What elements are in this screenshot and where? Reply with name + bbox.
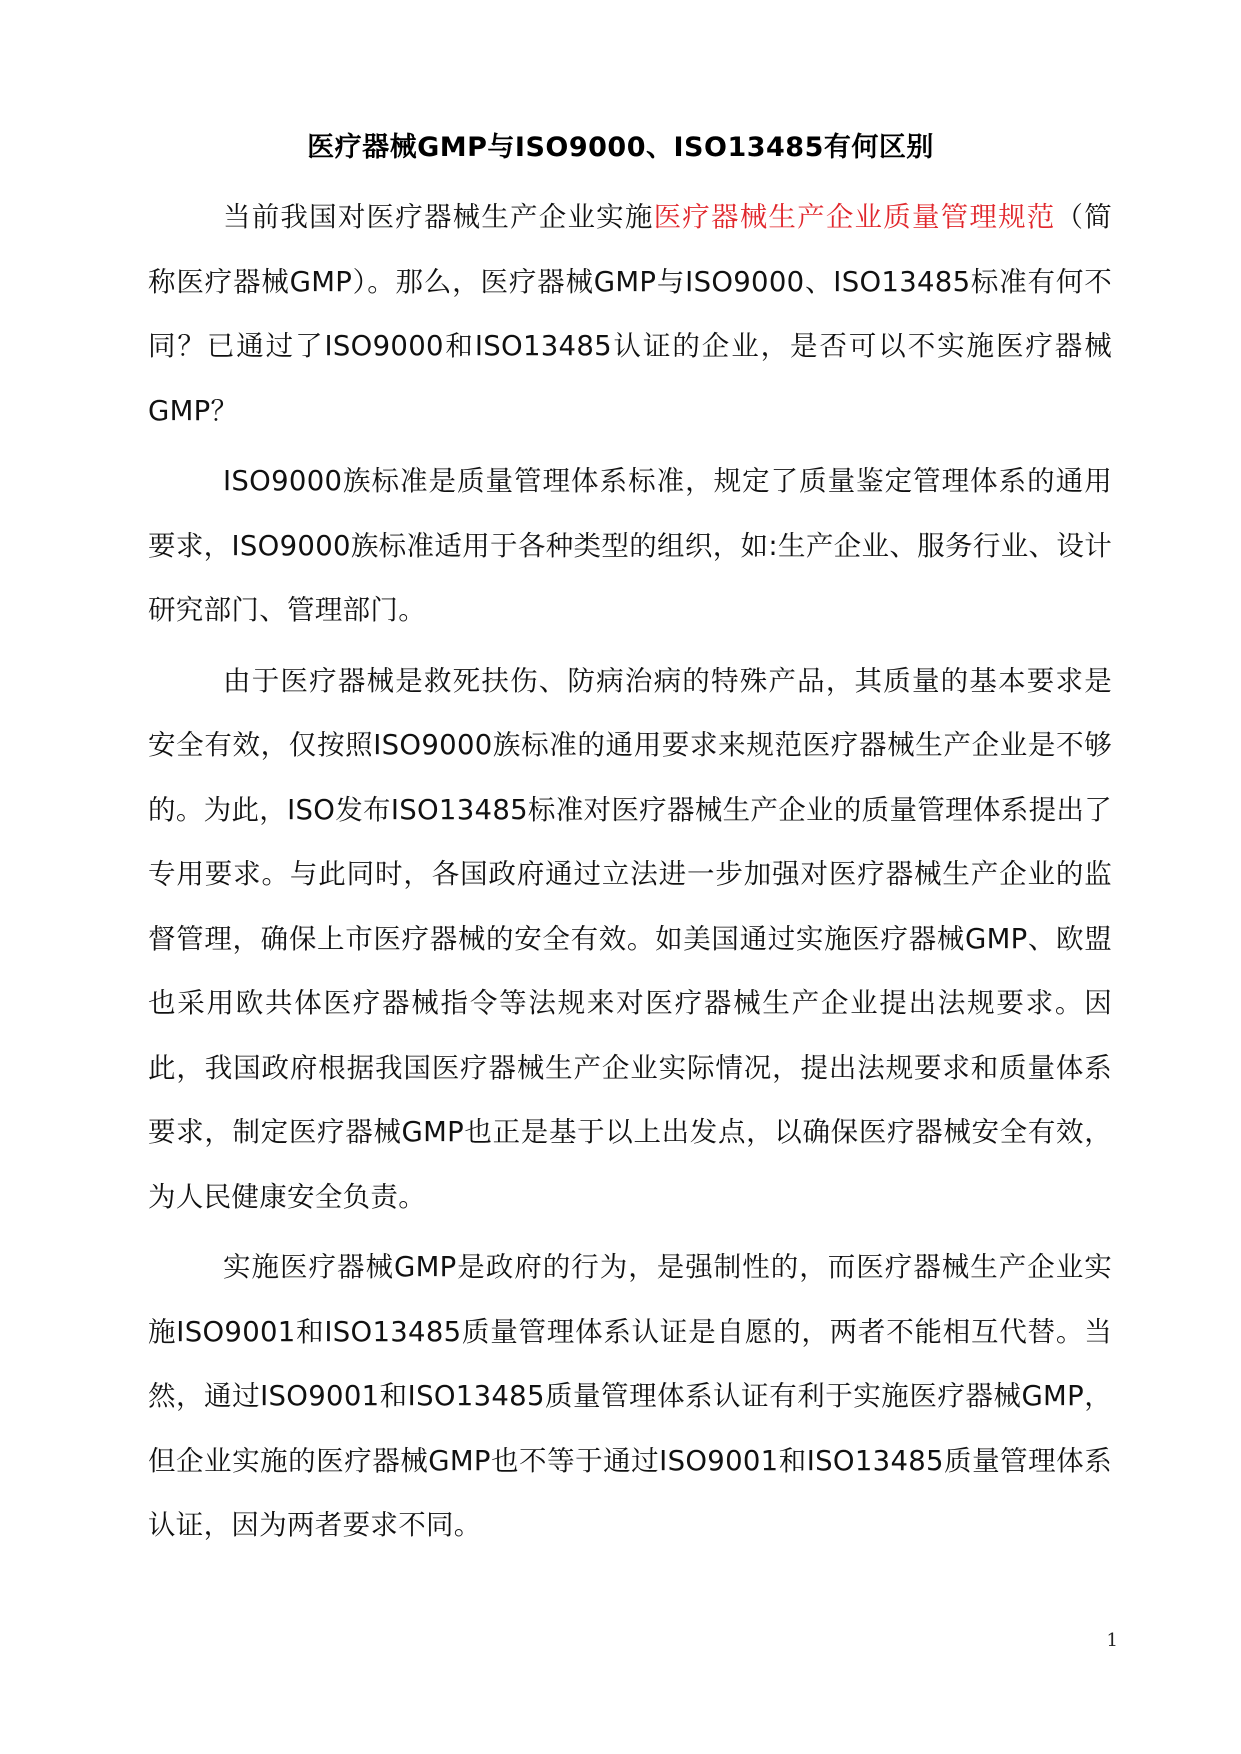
page-number: 1 xyxy=(1106,1630,1118,1651)
paragraph-1-intro: 当前我国对医疗器械生产企业实施 xyxy=(223,201,654,233)
paragraph-4: 实施医疗器械GMP是政府的行为，是强制性的，而医疗器械生产企业实施ISO9001和ISO13485质量管理体系认证是自愿的，两者不能相互代替。当然，通过ISO9001和ISO13485质量管理体系认证有利于实施医疗器械GMP，但企业实施的医疗器械GMP也不等于通过ISO9001和ISO13485质量管理体系认证，因为两者要求不同。 xyxy=(148,1251,1112,1541)
highlighted-link-text[interactable]: 医疗器械生产企业质量管理规范 xyxy=(653,201,1056,233)
paragraph-1 xyxy=(148,185,1112,443)
paragraph-1-rest: （简称医疗器械GMP）。那么，医疗器械GMP与ISO9000、ISO13485标准有何不同？已通过了ISO9000和ISO13485认证的企业，是否可以不实施医疗器械GMP？ xyxy=(148,201,1112,427)
paragraph-3: 由于医疗器械是救死扶伤、防病治病的特殊产品，其质量的基本要求是安全有效，仅按照ISO9000族标准的通用要求来规范医疗器械生产企业是不够的。为此，ISO发布ISO13485标准对医疗器械生产企业的质量管理体系提出了专用要求。与此同时，各国政府通过立法进一步加强对医疗器械生产企业的监督管理，确保上市医疗器械的安全有效。如美国通过实施医疗器械GMP、欧盟也采用欧共体医疗器械指令等法规来对医疗器械生产企业提出法规要求。因此，我国政府根据我国医疗器械生产企业实际情况，提出法规要求和质量体系要求，制定医疗器械GMP也正是基于以上出发点，以确保医疗器械安全有效，为人民健康安全负责。 xyxy=(148,664,1112,1213)
document-body xyxy=(148,185,1112,1564)
paragraph-2: ISO9000族标准是质量管理体系标准，规定了质量鉴定管理体系的通用要求，ISO9000族标准适用于各种类型的组织，如:生产企业、服务行业、设计研究部门、管理部门。 xyxy=(148,465,1112,626)
document-title: 医疗器械GMP与ISO9000、ISO13485有何区别 xyxy=(307,132,934,163)
